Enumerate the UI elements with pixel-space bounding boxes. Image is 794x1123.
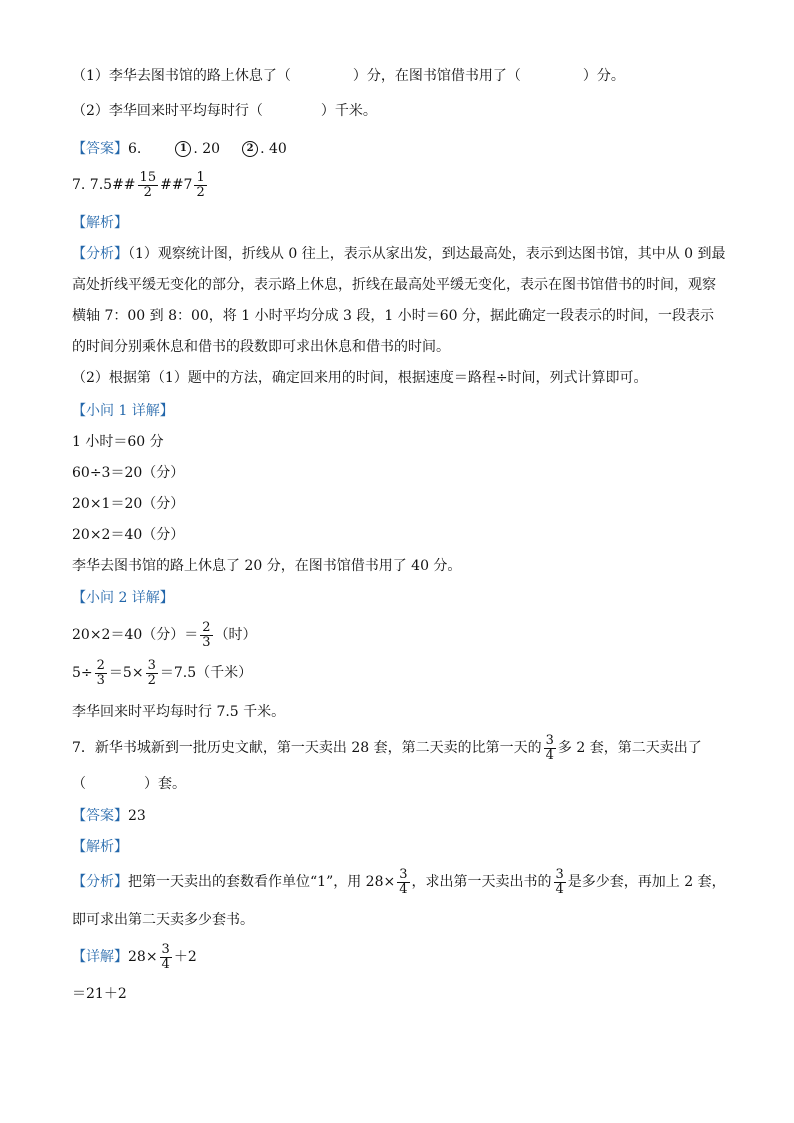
sub1-title: 【小问 1 详解】	[72, 403, 174, 419]
answer-tag: 【答案】	[72, 141, 128, 157]
fraction: $\frac{3}{4}$	[399, 866, 408, 897]
sub2-eq2: 5÷ $\frac{2}{3}$ ＝5× $\frac{3}{2}$ ＝7.5（千米）	[72, 657, 253, 688]
sub1-line-1: 1 小时＝60 分	[72, 434, 164, 450]
fraction: $\frac{1}{2}$	[196, 169, 205, 200]
detail-line: 【详解】 28× $\frac{3}{4}$ ＋2	[72, 941, 197, 972]
fraction: $\frac{2}{3}$	[96, 657, 105, 688]
circled-number-2: 2	[242, 141, 258, 157]
analysis3-cont: 即可求出第二天卖多少套书。	[72, 912, 254, 928]
sub1-conclusion: 李华去图书馆的路上休息了 20 分，在图书馆借书用了 40 分。	[72, 558, 462, 574]
sub1-line-4: 20×2＝40（分）	[72, 527, 185, 543]
answer2: 【答案】 23	[72, 808, 146, 824]
fraction: $\frac{3}{2}$	[147, 657, 156, 688]
jiexi-heading: 【解析】	[72, 215, 128, 231]
analysis-part2: （2）根据第（1）题中的方法，确定回来用的时间，根据速度＝路程÷时间，列式计算即可。	[72, 370, 648, 386]
analysis3: 【分析】 把第一天卖出的套数看作单位“1”，用 28× $\frac{3}{4}$ ，求出第一天卖出书的 $\frac{3}{4}$ 是多少套，再加上 2 套，	[72, 866, 726, 897]
sub2-conclusion: 李华回来时平均每时行 7.5 千米。	[72, 704, 286, 720]
sub1-line-3: 20×1＝20（分）	[72, 496, 185, 512]
q6-part1: （1）李华去图书馆的路上休息了（ ）分，在图书馆借书用了（ ）分。	[72, 68, 625, 84]
jiexi-heading-2: 【解析】	[72, 839, 128, 855]
aux-answer-line: 7. 7.5## $\frac{15}{2}$ ##7 $\frac{1}{2}$	[72, 169, 205, 200]
analysis-paragraph: 【分析】（1）观察统计图，折线从 0 往上，表示从家出发，到达最高处，表示到达图书馆，其中从 0 到最高处折线平缓无变化的部分，表示路上休息，折线在最高处平缓无变化，表示在图书馆借书的时间，观察横轴 7：00 到 8：00，将 1 小时平均分成 3 段，1 小时＝60 分，据此确定一段表示的时间，一段表示的时间分别乘休息和借书的段数即可求出休息和借书的时间。	[72, 246, 726, 355]
fraction: $\frac{3}{4}$	[545, 732, 554, 763]
circled-number-1: 1	[175, 141, 191, 157]
fraction: $\frac{3}{4}$	[161, 941, 170, 972]
answer-line: 【答案】 6. 1 . 20 2 . 40	[72, 141, 287, 157]
sub2-title: 【小问 2 详解】	[72, 590, 174, 606]
sub2-eq1: 20×2＝40（分）＝ $\frac{2}{3}$ （时）	[72, 619, 257, 650]
fraction: $\frac{2}{3}$	[202, 619, 211, 650]
detail-line-2: ＝21＋2	[72, 986, 127, 1002]
q7-question: 7．新华书城新到一批历史文献，第一天卖出 28 套，第二天卖的比第一天的 $\frac{3}{4}$ 多 2 套，第二天卖出了	[72, 732, 702, 763]
fraction: $\frac{15}{2}$	[139, 169, 157, 200]
fraction: $\frac{3}{4}$	[555, 866, 564, 897]
q7-question-cont: （ ）套。	[72, 776, 186, 792]
q6-part2: （2）李华回来时平均每时行（ ）千米。	[72, 103, 377, 119]
sub1-line-2: 60÷3＝20（分）	[72, 465, 185, 481]
